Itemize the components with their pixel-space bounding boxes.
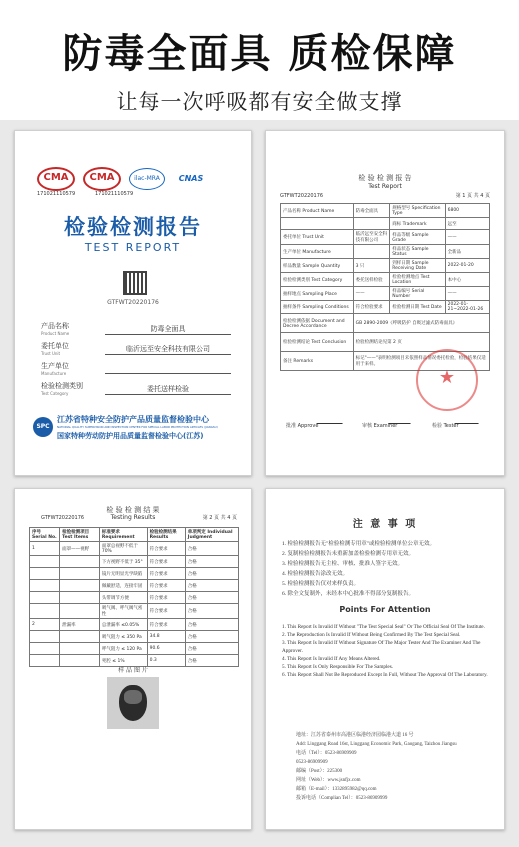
info-table-cell: 检验检测依据 Document and Decree Accordance [281, 314, 354, 333]
results-cell: 合格 [185, 568, 238, 580]
info-table-row [281, 204, 490, 218]
results-header-cell: 标准要求 Requirement [99, 528, 147, 542]
results-cell: 合格 [185, 631, 238, 643]
results-cell: 吸气阀、呼气阀气密性 [99, 604, 147, 619]
notes-sheet [265, 488, 505, 830]
results-cell: 合格 [185, 619, 238, 631]
gas-mask-visor [124, 690, 142, 704]
info-table-cell: 商标 Trademark [390, 218, 445, 230]
note-item: 3. This Report Is Invalid If Without Signature Of The Major Tester And The Examiner And The Approver. [282, 640, 481, 654]
notes-list-cn [282, 539, 492, 599]
results-cell [30, 604, 60, 619]
page-subtitle: 让每一次呼吸都有安全做支撑 [116, 90, 403, 114]
results-cell: 符合要求 [147, 592, 185, 604]
results-cell: 0.3 [147, 655, 185, 667]
info-table-cell: 全新品 [445, 245, 489, 259]
info-table-cell: 3 只 [353, 259, 390, 273]
field-value [105, 364, 231, 374]
results-cell [30, 631, 60, 643]
results-cell: 符合要求 [147, 604, 185, 619]
results-cell: 合格 [185, 592, 238, 604]
results-cell: 面罩——视野 [60, 542, 100, 556]
results-cell: 吸气阻力 ≤ 350 Pa [99, 631, 147, 643]
info-table-cell: 检验检测结论 Test Conclusion [281, 333, 354, 352]
signature-tester [454, 415, 481, 424]
notes-title-en: Points For Attention [339, 605, 431, 614]
info-table-cell: 2022-01-20 [445, 259, 489, 273]
tester-label: 检验 Tester [432, 423, 459, 429]
info-table-row [281, 259, 490, 273]
field-label: 委托单位 [41, 342, 69, 350]
results-cell: 符合要求 [147, 568, 185, 580]
org-name-cn: 江苏省特种安全防护产品质量监督检验中心 [57, 415, 209, 424]
results-row [30, 631, 239, 643]
results-header-cell: 检验检测结果 Results [147, 528, 185, 542]
signature-approve [316, 415, 345, 424]
report-number: GTFWT20220176 [107, 299, 159, 306]
results-cell: 合格 [185, 556, 238, 568]
field-value: 委托送样检验 [105, 384, 231, 395]
info-table-cell: 样品等级 Sample Grade [390, 230, 445, 245]
results-cell: 头带调节方便 [99, 592, 147, 604]
note-item: 6. This Report Shall Not Be Reproduced Except In Full, Without The Approval Of The Laboratory. [282, 672, 488, 678]
info-table-cell: 检验检测地点 Test Location [390, 273, 445, 287]
results-cell: 符合要求 [147, 619, 185, 631]
field-label: 产品名称 [41, 322, 69, 330]
field-label-en: Manufacture [41, 371, 67, 376]
results-cell: 合格 [185, 655, 238, 667]
sample-photo [107, 677, 159, 729]
info-table-cell [353, 218, 390, 230]
field-label-en: Trust Unit [41, 351, 61, 356]
results-cell: 90.6 [147, 643, 185, 655]
note-item: 2. The Reproduction Is Invalid If Without Being Confirmed By The Test Special Seal. [282, 632, 461, 638]
note-item: 地址：江苏省泰州市高港区临港经济园临港大道 16 号 [296, 733, 414, 738]
note-item: 1. 检验检测报告无"检验检测专用章"或检验检测单位公章无效。 [282, 541, 435, 547]
note-item: 5. 检验检测报告仅对来样负责。 [282, 581, 360, 587]
note-item: 邮箱（E-mail）：1332895982@qq.com [296, 787, 377, 792]
info-table-cell: 到样日期 Sample Receiving Date [390, 259, 445, 273]
info-table-cell: GB 2890-2009《呼吸防护 自吸过滤式防毒面具》 [353, 314, 489, 333]
field-label-en: Product Name [41, 331, 70, 336]
results-header-cell: 序号 Serial No. [30, 528, 60, 542]
results-cell [30, 580, 60, 592]
info-table-row [281, 245, 490, 259]
info-table-cell: 抽样地点 Sampling Place [281, 287, 354, 301]
results-cell [60, 604, 100, 619]
info-table-cell: 防毒全面具 [353, 204, 390, 218]
info-table-cell: 抽样条件 Sampling Conditions [281, 301, 354, 314]
results-cell: 合格 [185, 542, 238, 556]
cover-fields [41, 321, 231, 401]
info-table-cell: 检验检测类别 Test Category [281, 273, 354, 287]
results-cell [60, 580, 100, 592]
report-title-en: Test Report [368, 183, 402, 190]
approve-label: 批准 Approve [286, 423, 319, 429]
note-item: 2. 复制检验检测报告未重新加盖检验检测专用章无效。 [282, 551, 415, 557]
info-table-cell: 本中心 [445, 273, 489, 287]
cma-code: 171021110579 [37, 191, 76, 197]
results-cell: 符合要求 [147, 542, 185, 556]
report-title-cn: 检 验 检 测 报 告 [358, 174, 412, 182]
info-table-cell: 委托单位 Trust Unit [281, 230, 354, 245]
results-header-row [30, 528, 239, 542]
notes-title-cn: 注 意 事 项 [352, 519, 418, 530]
page-indicator: 第 1 页 共 4 页 [455, 193, 490, 199]
note-item: 4. 检验检测报告涂改无效。 [282, 571, 349, 577]
report-number: GTFWT20220176 [280, 193, 324, 199]
contact-info [296, 731, 496, 803]
info-table-cell: 2022-01-21~2022-01-26 [445, 301, 489, 314]
results-cell: 佩戴舒适，连接牢固 [99, 580, 147, 592]
field-value: 防毒全面具 [105, 324, 231, 335]
results-header-cell: 单项判定 Individual Judgment [185, 528, 238, 542]
results-cell [60, 643, 100, 655]
report-cover-sheet [14, 130, 252, 476]
field-label: 检验检测类别 [41, 382, 83, 390]
results-cell: 镜片无明显光学缺陷 [99, 568, 147, 580]
info-table-cell: —— [445, 287, 489, 301]
info-table-cell: 符合检验要求 [353, 301, 390, 314]
results-cell [30, 556, 60, 568]
field-test-category [41, 381, 231, 401]
info-table-cell: 样品状态 Sample Status [390, 245, 445, 259]
results-cell: 1 [30, 542, 60, 556]
field-manufacture [41, 361, 231, 381]
spc-logo: SPC [33, 417, 53, 437]
info-table-cell [281, 218, 354, 230]
results-cell: 面罩总视野不低于 70% [99, 542, 147, 556]
results-cell [60, 568, 100, 580]
certification-logos [37, 167, 209, 191]
note-item: 6. 除全文复制外，未经本中心批准不得部分复制报告。 [282, 591, 415, 597]
signature-examiner [388, 415, 413, 424]
results-cell: 2 [30, 619, 60, 631]
field-value: 临沂远至安全科技有限公司 [105, 344, 231, 355]
results-cell: 符合要求 [147, 580, 185, 592]
cma-logo: CMA [37, 167, 75, 191]
results-table-wrap [29, 527, 239, 667]
cnas-logo: CNAS [178, 174, 204, 183]
results-cell: 合格 [185, 643, 238, 655]
results-cell [30, 592, 60, 604]
results-row [30, 592, 239, 604]
results-title-cn: 检 验 检 测 结 果 [106, 506, 160, 514]
note-item: 邮编（Post）：225300 [296, 769, 343, 774]
note-item: Add: Linggang Road 16st, Linggang Economic Park, Gaogang, Taizhou Jiangsu [296, 742, 457, 747]
info-table-row [281, 273, 490, 287]
results-report-number: GTFWT20220176 [41, 515, 85, 521]
note-item: 4. This Report Is Invalid If Any Means Altered. [282, 656, 381, 662]
org-name-cn-2: 国家特种劳动防护用品质量监督检验中心(江苏) [57, 432, 204, 440]
info-table-cell [353, 245, 390, 259]
qr-code [123, 271, 147, 295]
info-table-cell: 远至 [445, 218, 489, 230]
info-table-row [281, 218, 490, 230]
official-seal: ★ [416, 349, 478, 411]
info-table-row [281, 314, 490, 333]
cma-code-2: 171021110579 [95, 191, 134, 197]
info-table-row [281, 287, 490, 301]
info-table-cell: —— [445, 230, 489, 245]
results-row [30, 604, 239, 619]
info-table-row [281, 230, 490, 245]
info-table-cell: 产品名称 Product Name [281, 204, 354, 218]
info-table-cell: 样品编号 Serial Number [390, 287, 445, 301]
note-item: 5. This Report Is Only Responsible For The Samples. [282, 664, 394, 670]
info-table-cell: 6800 [445, 204, 489, 218]
results-row [30, 580, 239, 592]
cover-title-en: TEST REPORT [84, 241, 182, 254]
results-title-en: Testing Results [110, 514, 156, 521]
field-product-name [41, 321, 231, 341]
examiner-label: 审核 Examiner [362, 423, 398, 429]
info-table-cell: 生产单位 Manufacture [281, 245, 354, 259]
results-cell [30, 643, 60, 655]
results-cell [60, 592, 100, 604]
results-header-cell: 检验检测项目 Test Items [60, 528, 100, 542]
info-table-cell: 检验检测结论见第 2 页 [353, 333, 489, 352]
info-table-row [281, 301, 490, 314]
results-cell [60, 631, 100, 643]
info-table-cell: 临沂远至安全科技有限公司 [353, 230, 390, 245]
info-table-cell: 委托送样检验 [353, 273, 390, 287]
info-table-cell: 规格型号 Specification Type [390, 204, 445, 218]
test-results-sheet [14, 488, 252, 830]
sample-photo-label: 样 品 图 片 [118, 667, 148, 674]
results-cell: 呼气阻力 ≤ 120 Pa [99, 643, 147, 655]
results-cell [60, 556, 100, 568]
results-page-indicator: 第 2 页 共 4 页 [202, 515, 237, 521]
info-table [280, 203, 490, 371]
note-item: 1. This Report Is Invalid If Without "The Test Special Seal" Or The Official Seal Of The Institute. [282, 624, 485, 630]
note-item: 3. 检验检测报告无主检、审核、批准人签字无效。 [282, 561, 404, 567]
cma-logo-2: CMA [83, 167, 121, 191]
results-row [30, 556, 239, 568]
results-cell [30, 568, 60, 580]
note-item: 投诉电话（Complian Tel）：0523-86909999 [296, 796, 388, 801]
results-cell: 符合要求 [147, 556, 185, 568]
info-table-cell: 标记"——"表明检测项目未依照样品情况委托检验，检验结果仅适用于来样。 [353, 352, 489, 371]
cover-title-cn: 检验检测报告 [64, 215, 202, 239]
results-row [30, 542, 239, 556]
report-info-table [280, 203, 490, 371]
note-item: 电话（Tel）：0523-86909909 [296, 751, 357, 756]
results-cell: 泄漏率 [60, 619, 100, 631]
info-table-cell: 检验检测日期 Test Date [390, 301, 445, 314]
notes-list-en [282, 623, 494, 679]
field-trust-unit [41, 341, 231, 361]
report-info-sheet [265, 130, 505, 476]
results-cell: 总泄漏率 ≤0.05% [99, 619, 147, 631]
info-table-cell: 样品数量 Sample Quantity [281, 259, 354, 273]
results-table [29, 527, 239, 667]
field-label-en: Test Category [41, 391, 69, 396]
info-table-cell: —— [353, 287, 390, 301]
ilac-mra-logo: ilac-MRA [129, 168, 165, 190]
results-cell: 34.8 [147, 631, 185, 643]
header-banner [0, 0, 519, 120]
note-item: 网址（Web）：www.jsnfjx.com [296, 778, 361, 783]
page-title: 防毒全面具 质检保障 [62, 31, 457, 77]
results-cell: 下方视野不低于 35° [99, 556, 147, 568]
results-row [30, 619, 239, 631]
results-row [30, 643, 239, 655]
results-cell: 合格 [185, 580, 238, 592]
results-cell: 合格 [185, 604, 238, 619]
org-name-en: NATIONAL QUALITY SUPERVISION AND INSPECTION CENTER FOR SPECIAL LABOR PROTECTION ARTICLES (JIANGSU) [57, 425, 218, 429]
results-cell: 死腔 ≤ 1% [99, 655, 147, 667]
info-table-row [281, 333, 490, 352]
note-item: 0523-86909909 [296, 760, 328, 765]
results-row [30, 568, 239, 580]
field-label: 生产单位 [41, 362, 69, 370]
info-table-cell: 备注 Remarks [281, 352, 354, 371]
